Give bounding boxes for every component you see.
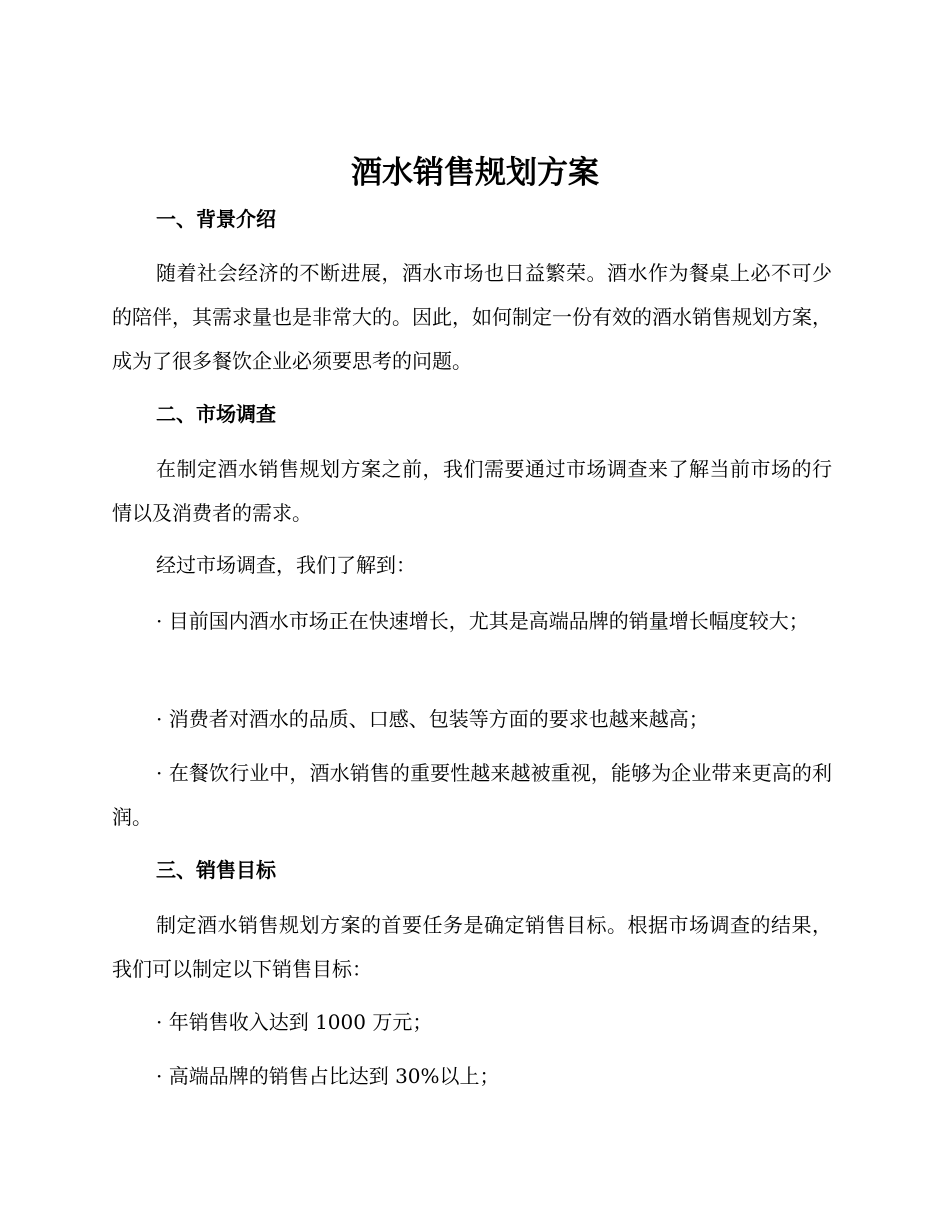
paragraph-research-findings-lead: 经过市场调查，我们了解到： (156, 553, 416, 577)
bullet-premium-share: · 高端品牌的销售占比达到 30%以上； (156, 1064, 500, 1088)
bullet-consumer-demands: · 消费者对酒水的品质、口感、包装等方面的要求也越来越高； (156, 707, 709, 731)
document-title: 酒水销售规划方案 (351, 155, 599, 191)
bullet-market-growth: · 目前国内酒水市场正在快速增长，尤其是高端品牌的销量增长幅度较大； (156, 609, 809, 633)
paragraph-sales-targets-intro: 制定酒水销售规划方案的首要任务是确定销售目标。根据市场调查的结果，我们可以制定以下销售目标： (112, 913, 832, 981)
section-heading-market-research: 二、市场调查 (156, 402, 276, 426)
paragraph-background: 随着社会经济的不断进展，酒水市场也日益繁荣。酒水作为餐桌上必不可少的陪伴，其需求量也是非常大的。因此，如何制定一份有效的酒水销售规划方案，成为了很多餐饮企业必须要思考的问题。 (112, 261, 832, 373)
bullet-annual-revenue: · 年销售收入达到 1000 万元； (156, 1010, 433, 1034)
paragraph-market-research-intro: 在制定酒水销售规划方案之前，我们需要通过市场调查来了解当前市场的行情以及消费者的需求。 (112, 457, 832, 525)
section-heading-background: 一、背景介绍 (156, 207, 276, 231)
bullet-catering-importance: · 在餐饮行业中，酒水销售的重要性越来越被重视，能够为企业带来更高的利润。 (112, 761, 832, 829)
section-heading-sales-targets: 三、销售目标 (156, 858, 276, 882)
